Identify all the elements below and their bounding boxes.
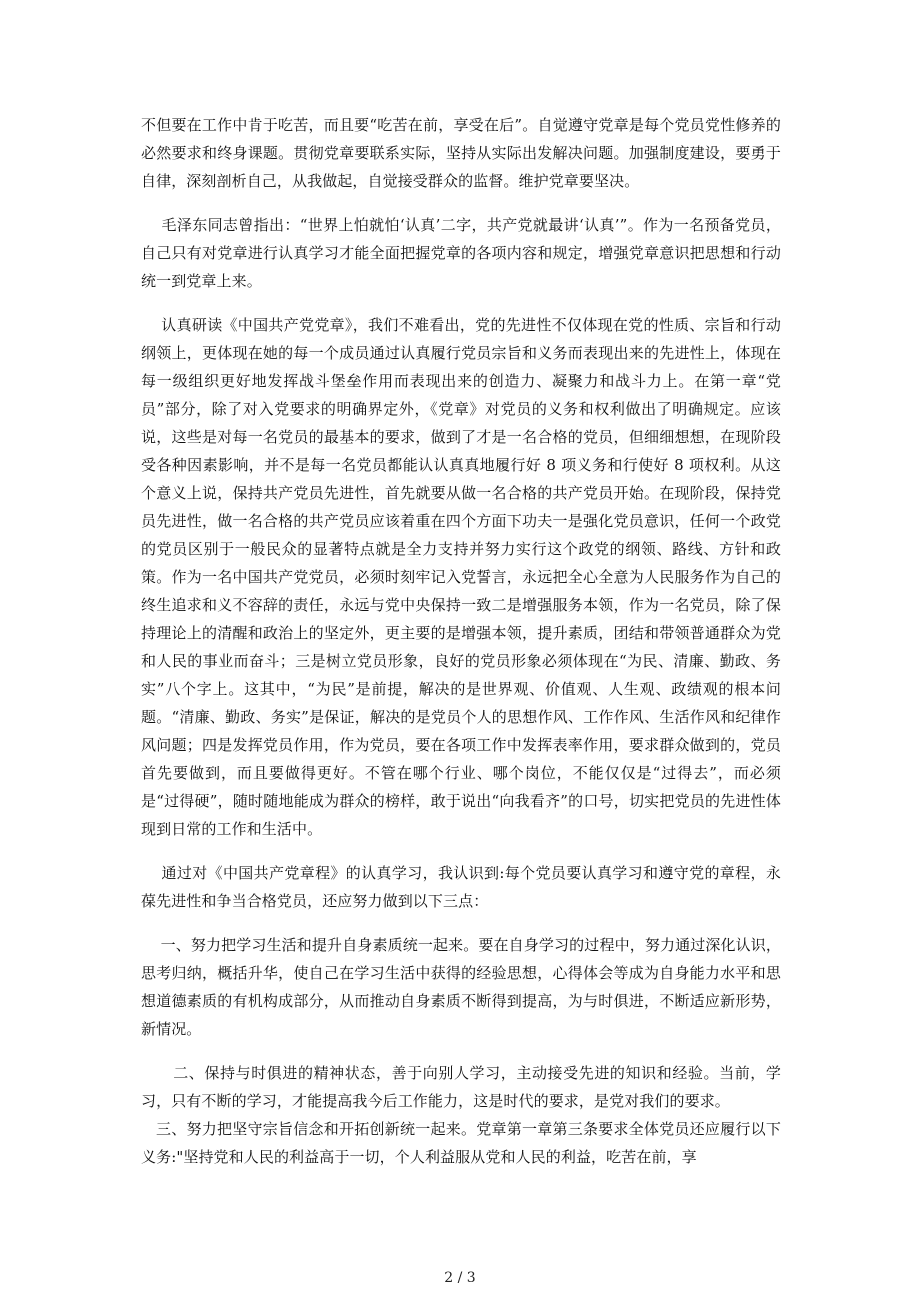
paragraph-7: 三、努力把坚守宗旨信念和开拓创新统一起来。党章第一章第三条要求全体党员还应履行以下义务:"坚持党和人民的利益高于一切，个人利益服从党和人民的利益，吃苦在前，享: [141, 1120, 781, 1166]
page-number: 2 / 3: [444, 1270, 476, 1286]
paragraph-3: 认真研读《中国共产党党章》，我们不难看出，党的先进性不仅体现在党的性质、宗旨和行动纲领上，更体现在她的每一个成员通过认真履行党员宗旨和义务而表现出来的先进性上，体现在每一级组织更好地发挥战斗堡垒作用而表现出来的创造力、凝聚力和战斗力上。在第一章“党员”部分，除了对入党要求的明确界定外，《党章》对党员的义务和权利做出了明确规定。应该说，这些是对每一名党员的最基本的要求，做到了才是一名合格的党员，但细细想想，在现阶段受各种因素影响，并不是每一名党员都能认认真真地履行好 8 项义务和行使好 8 项权利。从这个意义上说，保持共产党员先进性，首先就要从做一名合格的共产党员开始。在现阶段，保持党员先进性，做一名合格的共产党员应该着重在四个方面下功夫一是强化党员意识，任何一个政党的党员区别于一般民众的显著特点就是全力支持并努力实行这个政党的纲领、路线、方针和政策。作为一名中国共产党党员，必须时刻牢记入党誓言，永远把全心全意为人民服务作为自己的终生追求和义不容辞的责任，永远与党中央保持一致二是增强服务本领，作为一名党员，除了保持理论上的清醒和政治上的坚定外，更主要的是增强本领，提升素质，团结和带领普通群众为党和人民的事业而奋斗；三是树立党员形象，良好的党员形象必须体现在“为民、清廉、勤政、务实”八个字上。这其中，“为民”是前提，解决的是世界观、价值观、人生观、政绩观的根本问题。“清廉、勤政、务实”是保证，解决的是党员个人的思想作风、工作作风、生活作风和纪律作风问题；四是发挥党员作用，作为党员，要在各项工作中发挥表率作用，要求群众做到的，党员首先要做到，而且要做得更好。不管在哪个行业、哪个岗位，不能仅仅是“过得去”，而必须是“过得硬”，随时随地能成为群众的榜样，敢于说出“向我看齐”的口号，切实把党员的先进性体现到日常的工作和生活中。: [141, 316, 781, 838]
paragraph-1: 不但要在工作中肯于吃苦，而且要“吃苦在前，享受在后”。自觉遵守党章是每个党员党性修养的必然要求和终身课题。贯彻党章要联系实际，坚持从实际出发解决问题。加强制度建设，要勇于自律，深刻剖析自己，从我做起，自觉接受群众的监督。维护党章要坚决。: [141, 116, 781, 190]
document-body: [141, 111, 781, 1171]
paragraph-4: 通过对《中国共产党章程》的认真学习，我认识到:每个党员要认真学习和遵守党的章程，永葆先进性和争当合格党员，还应努力做到以下三点：: [141, 864, 781, 910]
paragraph-5: 一、努力把学习生活和提升自身素质统一起来。要在自身学习的过程中，努力通过深化认识，思考归纳，概括升华，使自己在学习生活中获得的经验思想，心得体会等成为自身能力水平和思想道德素质的有机构成部分，从而推动自身素质不断得到提高，为与时俱进，不断适应新形势，新情况。: [141, 936, 781, 1038]
paragraph-6: 二、保持与时俱进的精神状态，善于向别人学习，主动接受先进的知识和经验。当前，学习，只有不断的学习，才能提高我今后工作能力，这是时代的要求，是党对我们的要求。: [141, 1064, 781, 1110]
paragraph-2: 毛泽东同志曾指出：“世界上怕就怕‘认真’二字，共产党就最讲‘认真’”。作为一名预备党员，自己只有对党章进行认真学习才能全面把握党章的各项内容和规定，增强党章意识把思想和行动统一到党章上来。: [141, 216, 781, 290]
